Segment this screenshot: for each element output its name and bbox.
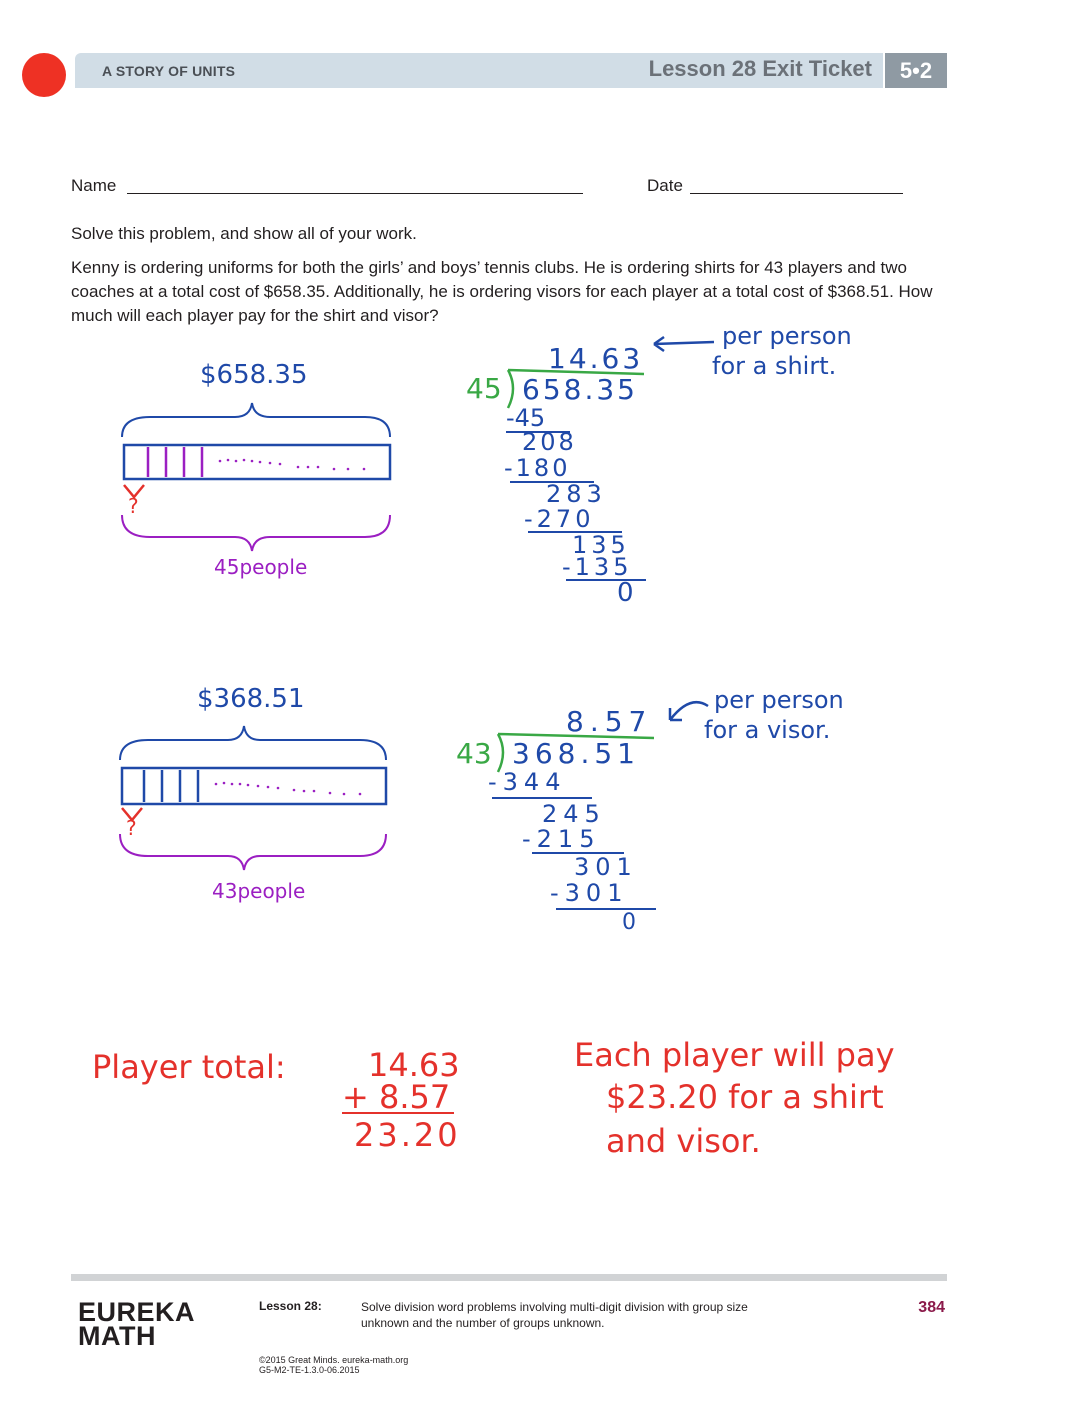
footer-lesson-label: Lesson 28: <box>259 1299 322 1313</box>
visor-group-label: 43people <box>212 879 306 903</box>
shirt-step-5: -270 <box>524 505 595 533</box>
visor-divisor: 43 <box>456 737 492 770</box>
shirt-quotient: 14.63 <box>548 342 644 375</box>
player-total-label: Player total: <box>92 1048 286 1086</box>
shirt-note-line-1: per person <box>722 322 852 350</box>
shirt-note-arrow-icon <box>650 334 720 354</box>
shirt-step-2: 208 <box>522 428 577 456</box>
instructions: Solve this problem, and show all of your work. <box>71 224 417 243</box>
shirt-unknown-mark: ? <box>128 494 139 518</box>
shirt-step-3: -180 <box>504 454 571 482</box>
shirt-tape-total: $658.35 <box>200 360 308 390</box>
shirt-dividend: 658.35 <box>522 373 638 406</box>
grade-module-badge: 5•2 <box>885 53 947 88</box>
name-label: Name <box>71 176 117 195</box>
visor-note-line-1: per person <box>714 686 844 714</box>
logo-line-1: EUREKA <box>78 1297 196 1327</box>
visor-note-line-2: for a visor. <box>704 716 831 744</box>
shirt-note-line-2: for a shirt. <box>712 352 837 380</box>
visor-dividend: 368.51 <box>512 737 640 770</box>
eureka-math-logo <box>78 1297 196 1351</box>
copyright-text: ©2015 Great Minds. eureka-math.org <box>259 1355 409 1365</box>
problem-text: Kenny is ordering uniforms for both the girls’ and boys’ tennis clubs. He is ordering shirts for 43 players and two coaches at a total cost of $658.35. Additionally, he is ordering visors for each player at a total cost of $368.51. How much will each player pay for the shirt and visor? <box>71 258 933 325</box>
shirt-remainder: 0 <box>617 578 634 608</box>
visor-step-line-3 <box>556 908 656 910</box>
visor-step-5: -301 <box>550 879 629 907</box>
visor-step-line-1 <box>492 797 592 799</box>
total-addend-2: + 8.57 <box>342 1078 451 1116</box>
page-number: 384 <box>918 1299 945 1316</box>
visor-quotient: 8.57 <box>566 705 653 738</box>
date-label: Date <box>647 176 683 195</box>
visor-step-3: -215 <box>522 825 601 853</box>
shirt-step-4: 283 <box>546 480 607 508</box>
answer-line-2: $23.20 for a shirt <box>606 1078 884 1116</box>
shirt-group-label: 45people <box>214 555 308 579</box>
visor-remainder: 0 <box>622 910 636 935</box>
shirt-step-6: 135 <box>572 531 630 559</box>
footer-copyright <box>259 1355 408 1375</box>
visor-step-1: -344 <box>488 768 567 796</box>
shirt-step-7: -135 <box>562 553 633 581</box>
shirt-step-1: -45 <box>506 404 546 432</box>
brand-dot <box>22 53 66 97</box>
visor-step-4: 301 <box>574 853 638 881</box>
lesson-title: Lesson 28 Exit Ticket <box>648 56 872 81</box>
footer-bar <box>71 1274 947 1281</box>
answer-line-1: Each player will pay <box>574 1036 895 1074</box>
series-title: A STORY OF UNITS <box>102 63 236 79</box>
date-field[interactable] <box>690 193 903 194</box>
shirt-step-line-4 <box>566 579 646 581</box>
shirt-divisor: 45 <box>466 372 502 405</box>
visor-tape-total: $368.51 <box>197 684 305 714</box>
answer-line-3: and visor. <box>606 1122 761 1160</box>
logo-line-2: MATH <box>78 1321 156 1351</box>
total-sum: 23.20 <box>354 1116 461 1154</box>
visor-unknown-mark: ? <box>126 816 137 840</box>
document-code: G5-M2-TE-1.3.0-06.2015 <box>259 1365 360 1375</box>
name-field[interactable] <box>127 193 583 194</box>
total-addend-1: 14.63 <box>368 1046 460 1084</box>
total-sum-line <box>342 1112 454 1114</box>
footer-lesson-description: Solve division word problems involving multi-digit division with group size unknown and the number of groups unknown. <box>361 1300 748 1330</box>
visor-step-2: 245 <box>542 800 606 828</box>
